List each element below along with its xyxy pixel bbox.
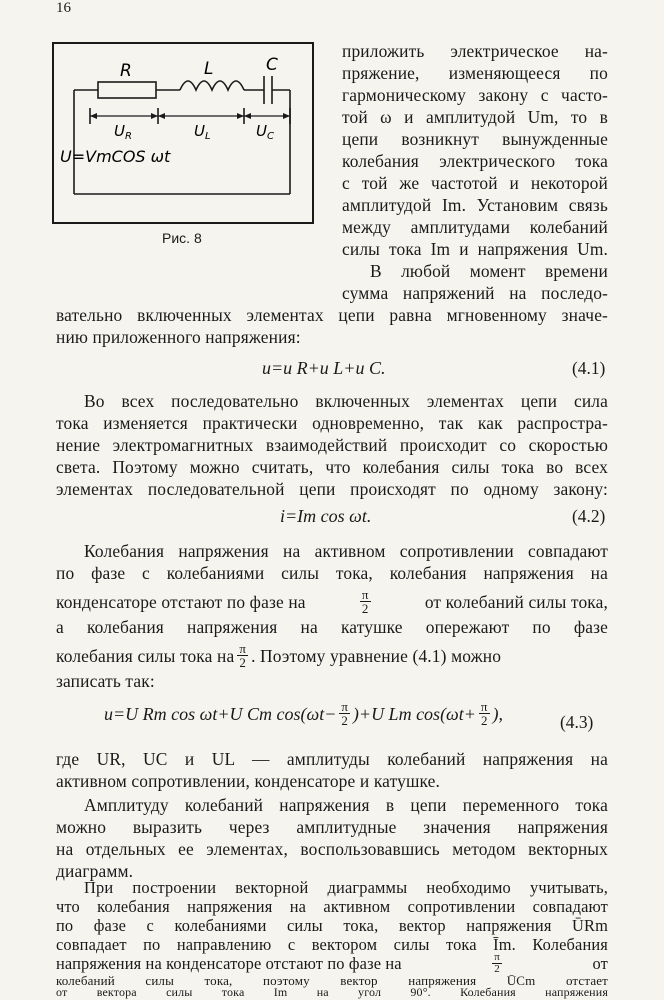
text-line: нию приложенного напряжения: [56,327,301,347]
text-line: В любой момент времени [370,261,608,281]
resistor-symbol [98,82,156,98]
text-line: от вектора силы тока Im на угол 90°. Колебания напряжения [56,985,608,999]
equation-4-1: u=u R+u L+u C. [262,358,386,378]
text-line: пряжение, изменяющееся по [342,63,608,83]
text-line: Колебания напряжения на активном сопротивлении совпадают [84,541,608,561]
fraction-pi-over-2: $\frac{\pi}{2}$ [494,951,500,975]
text-line: с той же частотой и некоторой [342,173,608,193]
text-line: активном сопротивлении, конденсаторе и катушке. [56,771,441,791]
text-line: сумма напряжений на последо- [342,283,608,303]
text-line: Во всех последовательно включенных элементах цепи сила [84,391,608,411]
text-line: тока изменяется практически одновременно, так как распростра- [56,413,608,433]
fraction-pi-over-2: $\frac{\pi}{2}$ [361,587,369,616]
text-line: а колебания напряжения на катушке опережают по фазе [56,617,608,637]
equation-number: (4.1) [572,358,606,378]
text-line: совпадает по направлению с вектором силы тока Īm. Колебания [56,935,608,954]
text-line: При построении векторной диаграммы необходимо учитывать, [84,878,608,897]
equation-number: (4.3) [560,712,594,732]
rlc-circuit-diagram [54,44,312,222]
text-line: на отдельных ее элементах, воспользовавшись методом векторных [56,839,608,859]
text-line: амплитудой Im. Установим связь [342,195,608,215]
label-l: L [204,59,214,79]
text-line: приложить электрическое на- [342,41,608,61]
label-ur: $U_R$ [114,122,132,142]
inductor-coil-symbol [180,81,244,90]
label-uc: $U_C$ [256,122,274,142]
text-line: что колебания напряжения на активном сопротивлении совпадают [56,897,608,916]
text-line: цепи возникнут вынужденные [342,129,608,149]
figure-frame [52,42,314,224]
figure-caption: Рис. 8 [162,230,202,246]
text-line: записать так: [56,671,155,691]
text-line: вательно включенных элементах цепи равна мгновенному значе- [56,305,608,325]
fraction-pi-over-2: $\frac{\pi}{2}$ [239,641,247,670]
text-line: по фазе с колебаниями силы тока, вектор напряжения ŪRm [56,916,608,935]
equation-4-2: i=Im cos ωt. [280,506,372,526]
text-line: той ω и амплитудой Um, то в [342,107,608,127]
text-line: силы тока Im и напряжения Um. [342,239,608,259]
text-line: света. Поэтому можно считать, что колебания силы тока во всех [56,457,608,477]
equation-4-3: u=U Rm cos ωt+U Cm cos(ωt− $\frac{\pi}{2}$ )+U Lm cos(ωt+ $\frac{\pi}{2}$ ), [104,699,503,728]
text-line: колебания электрического тока [342,151,608,171]
page-number: 16 [56,0,71,16]
text-line-with-fraction: конденсаторе отстают по фазе на $\frac{\pi}{2}$ от колебаний силы тока, [56,587,608,616]
text-line: Амплитуду колебаний напряжения в цепи переменного тока [84,795,608,815]
equation-number: (4.2) [572,506,606,526]
text-line: нение электромагнитных взаимодействий происходит со скоростью [56,435,608,455]
text-line: можно выразить через амплитудные значения напряжения [56,817,608,837]
text-line: диаграмм. [56,861,134,881]
label-ul: $U_L$ [194,122,211,142]
text-line: колебаний силы тока, поэтому вектор напряжения ŪCm отстает [56,973,608,988]
label-r: R [120,61,132,81]
text-line-with-fraction: напряжения на конденсаторе отстают по фазе на $\frac{\pi}{2}$ от [56,951,608,975]
text-line-with-fraction: колебания силы тока на $\frac{\pi}{2}$ . Поэтому уравнение (4.1) можно [56,641,502,670]
label-c: C [266,55,278,75]
text-line: по фазе с колебаниями силы тока, колебания напряжения на [56,563,608,583]
text-line: где UR, UC и UL — амплитуды колебаний напряжения на [56,749,608,769]
text-line: элементах последовательной цепи происходят по одному закону: [56,479,608,499]
label-source-voltage: U=VmCOS ωt [60,147,171,166]
text-line: гармоническому закону с часто- [342,85,608,105]
text-line: между амплитудами колебаний [342,217,608,237]
